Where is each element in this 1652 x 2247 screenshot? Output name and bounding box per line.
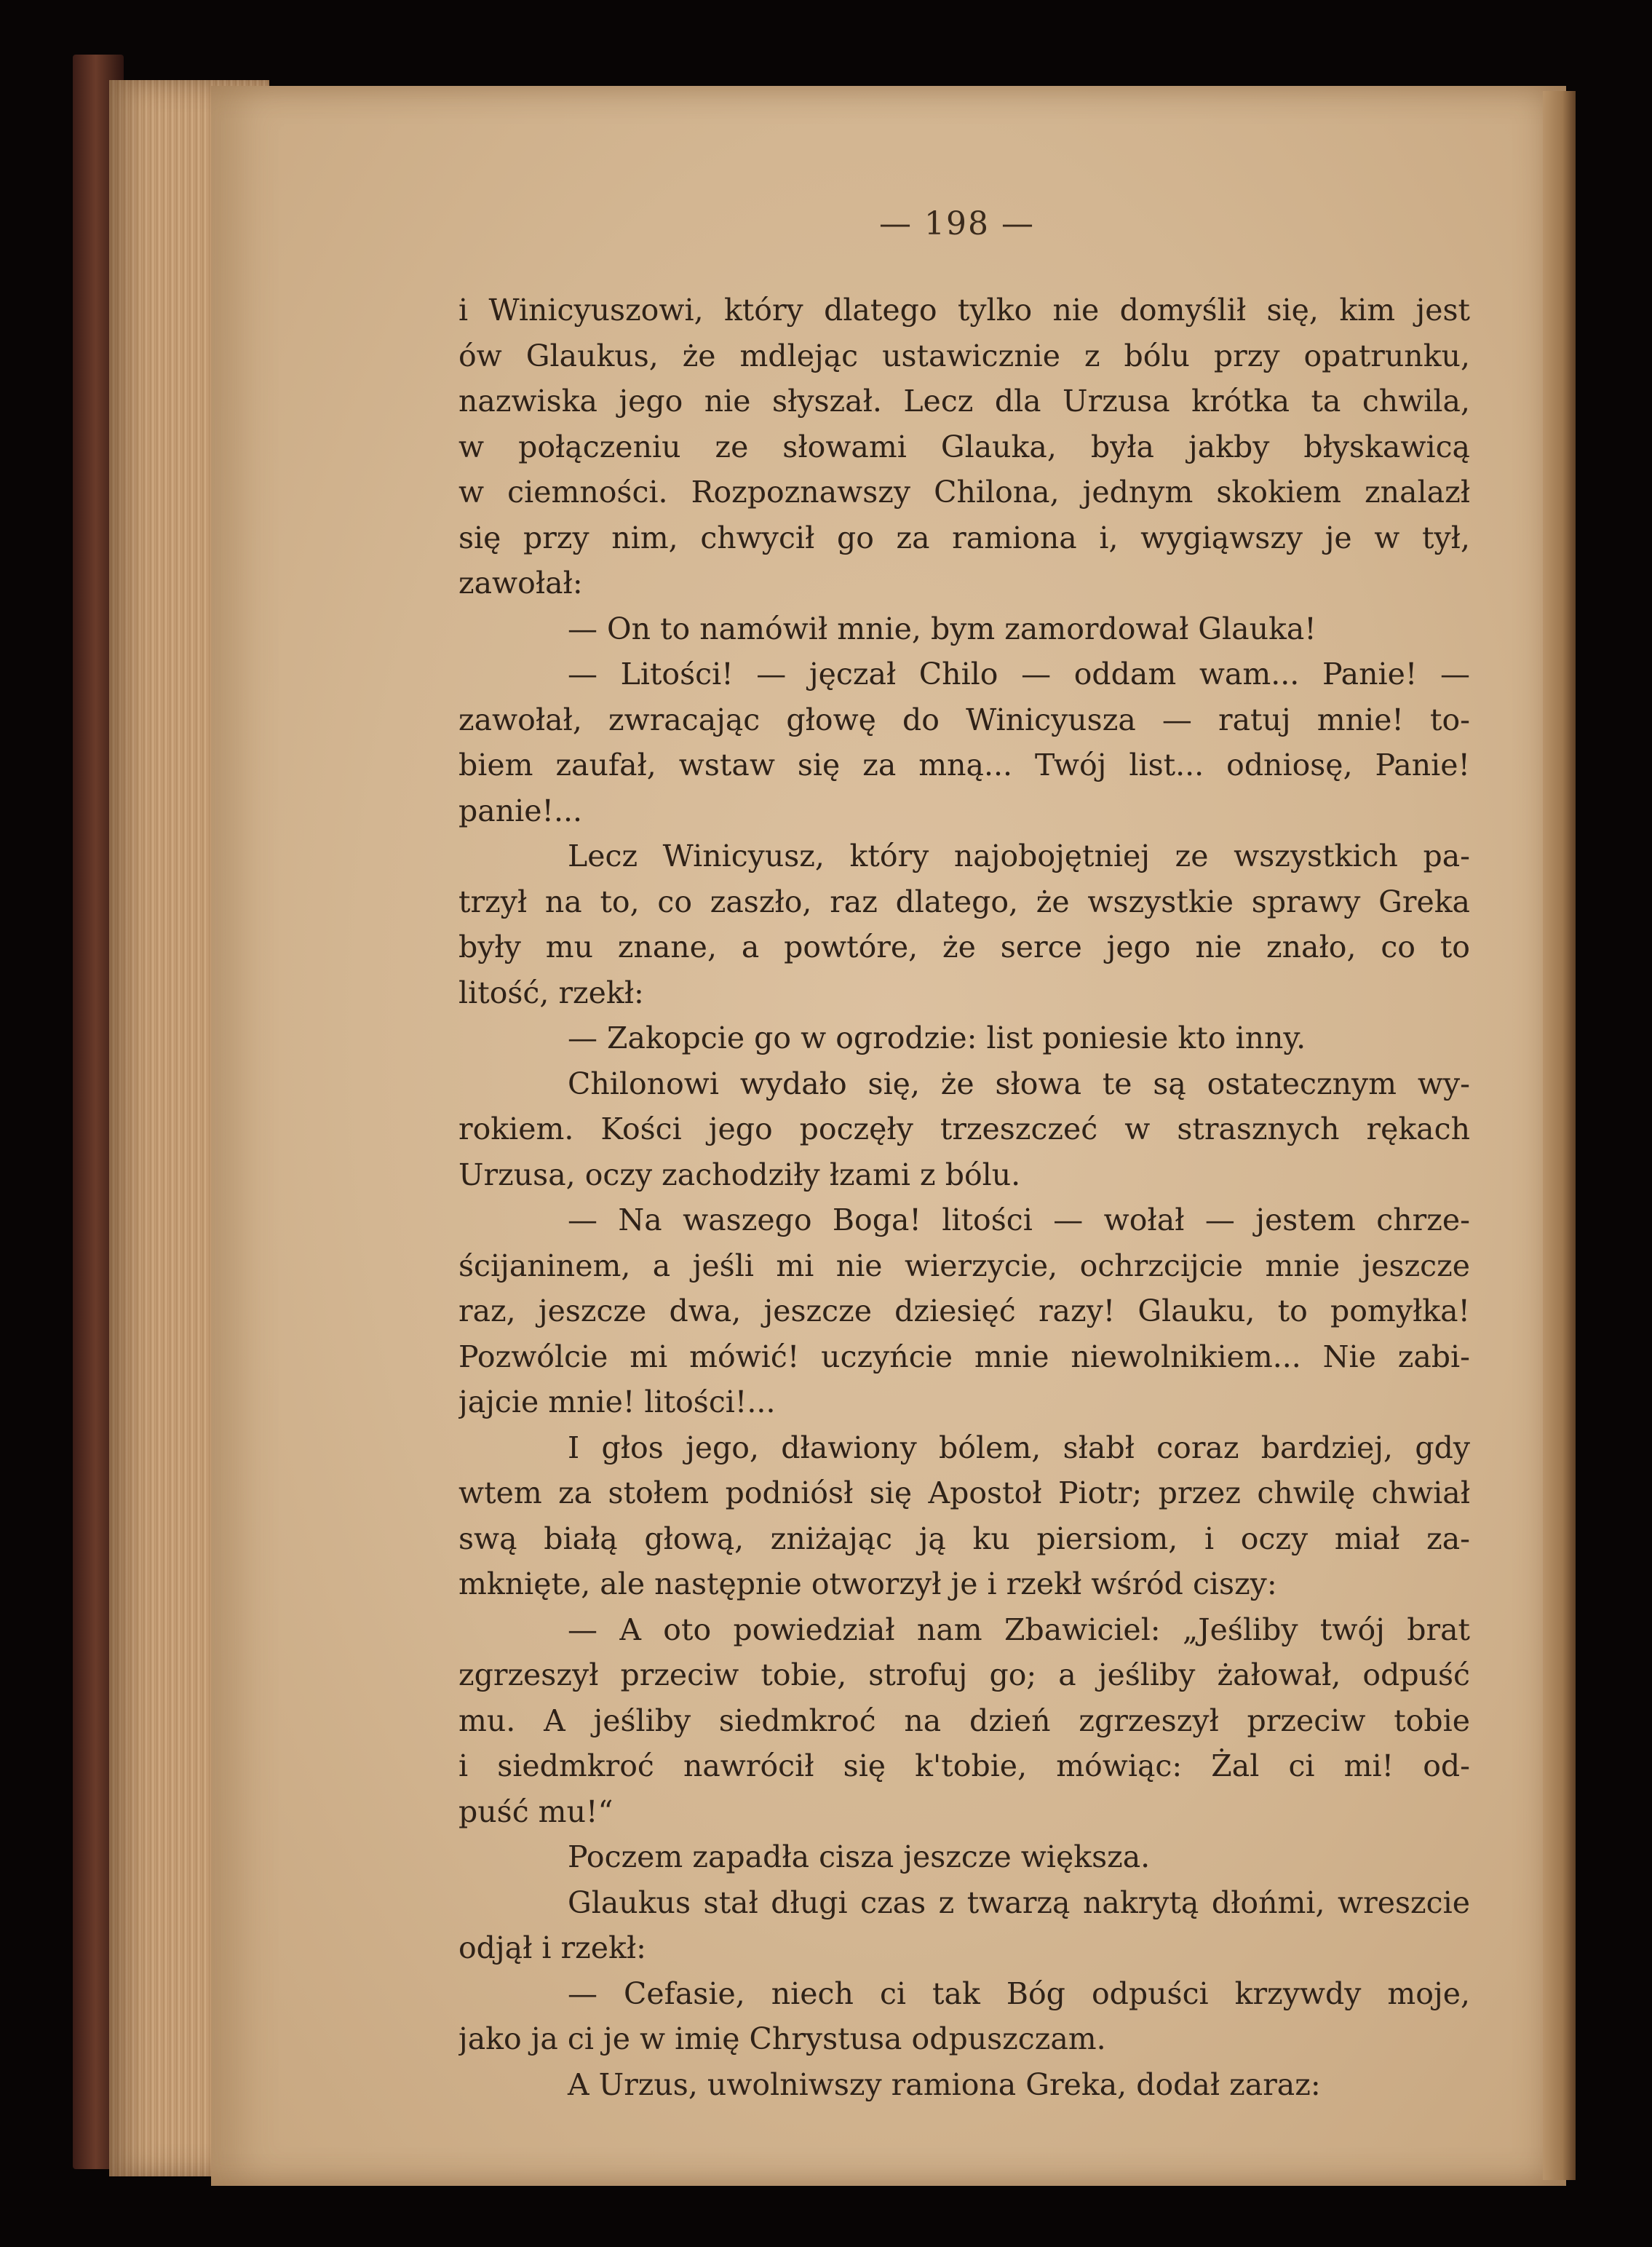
- text-line: mu. A jeśliby siedmkroć na dzień zgrzeszył przeciw tobie: [458, 1703, 1470, 1738]
- text-line: w ciemności. Rozpoznawszy Chilona, jednym skokiem znalazł: [458, 475, 1470, 510]
- text-line: odjął i rzekł:: [458, 1930, 646, 1965]
- text-line: Chilonowi wydało się, że słowa te są ostatecznym wy-: [568, 1066, 1470, 1101]
- text-line: puść mu!“: [458, 1794, 613, 1829]
- text-line: litość, rzekł:: [458, 975, 644, 1010]
- text-line: — On to namówił mnie, bym zamordował Glauka!: [568, 611, 1317, 646]
- page-gutter-edge: [1543, 91, 1576, 2180]
- text-line: wtem za stołem podniósł się Apostoł Piotr; przez chwilę chwiał: [458, 1475, 1470, 1510]
- text-line: — A oto powiedział nam Zbawiciel: „Jeśliby twój brat: [568, 1612, 1470, 1647]
- text-line: Poczem zapadła cisza jeszcze większa.: [568, 1839, 1151, 1874]
- text-line: były mu znane, a powtóre, że serce jego nie znało, co to: [458, 930, 1470, 964]
- text-line: mknięte, ale następnie otworzył je i rzekł wśród ciszy:: [458, 1566, 1277, 1601]
- text-line: I głos jego, dławiony bólem, słabł coraz bardziej, gdy: [568, 1430, 1470, 1465]
- text-line: — Litości! — jęczał Chilo — oddam wam... Panie! —: [568, 657, 1470, 691]
- text-line: się przy nim, chwycił go za ramiona i, wygiąwszy je w tył,: [458, 520, 1470, 555]
- text-line: zawołał:: [458, 566, 583, 601]
- text-line: ów Glaukus, że mdlejąc ustawicznie z bólu przy opatrunku,: [458, 338, 1470, 373]
- page-text: [458, 288, 1470, 2107]
- text-line: zawołał, zwracając głowę do Winicyusza — ratuj mnie! to-: [458, 702, 1470, 737]
- page-number: — 198 —: [879, 205, 1035, 242]
- text-line: Lecz Winicyusz, który najobojętniej ze wszystkich pa-: [568, 839, 1470, 873]
- text-line: biem zaufał, wstaw się za mną... Twój list... odniosę, Panie!: [458, 748, 1470, 782]
- text-line: Pozwólcie mi mówić! uczyńcie mnie niewolnikiem... Nie zabi-: [458, 1339, 1470, 1374]
- text-line: A Urzus, uwolniwszy ramiona Greka, dodał zaraz:: [568, 2066, 1321, 2102]
- text-line: jako ja ci je w imię Chrystusa odpuszczam.: [458, 2021, 1106, 2056]
- text-line: jajcie mnie! litości!...: [458, 1384, 776, 1419]
- text-line: raz, jeszcze dwa, jeszcze dziesięć razy! Glauku, to pomyłka!: [458, 1293, 1470, 1328]
- text-line: Urzusa, oczy zachodziły łzami z bólu.: [458, 1157, 1021, 1192]
- text-line: ścijaninem, a jeśli mi nie wierzycie, ochrzcijcie mnie jeszcze: [458, 1248, 1470, 1283]
- text-line: trzył na to, co zaszło, raz dlatego, że wszystkie sprawy Greka: [458, 884, 1470, 919]
- text-line: i Winicyuszowi, który dlatego tylko nie domyślił się, kim jest: [458, 293, 1470, 328]
- text-line: Glaukus stał długi czas z twarzą nakrytą dłońmi, wreszcie: [568, 1885, 1470, 1920]
- text-line: — Zakopcie go w ogrodzie: list poniesie kto inny.: [568, 1021, 1306, 1055]
- text-line: — Na waszego Boga! litości — wołał — jestem chrze-: [568, 1202, 1470, 1237]
- text-line: panie!...: [458, 793, 583, 828]
- text-line: — Cefasie, niech ci tak Bóg odpuści krzywdy moje,: [568, 1975, 1470, 2011]
- text-line: i siedmkroć nawrócił się k'tobie, mówiąc: Żal ci mi! od-: [458, 1748, 1470, 1783]
- text-line: rokiem. Kości jego poczęły trzeszczeć w strasznych rękach: [458, 1111, 1470, 1146]
- text-line: w połączeniu ze słowami Glauka, była jakby błyskawicą: [458, 429, 1470, 464]
- text-line: zgrzeszył przeciw tobie, strofuj go; a jeśliby żałował, odpuść: [458, 1657, 1470, 1692]
- text-line: nazwiska jego nie słyszał. Lecz dla Urzusa krótka ta chwila,: [458, 384, 1470, 419]
- text-line: swą białą głową, zniżając ją ku piersiom, i oczy miał za-: [458, 1521, 1470, 1556]
